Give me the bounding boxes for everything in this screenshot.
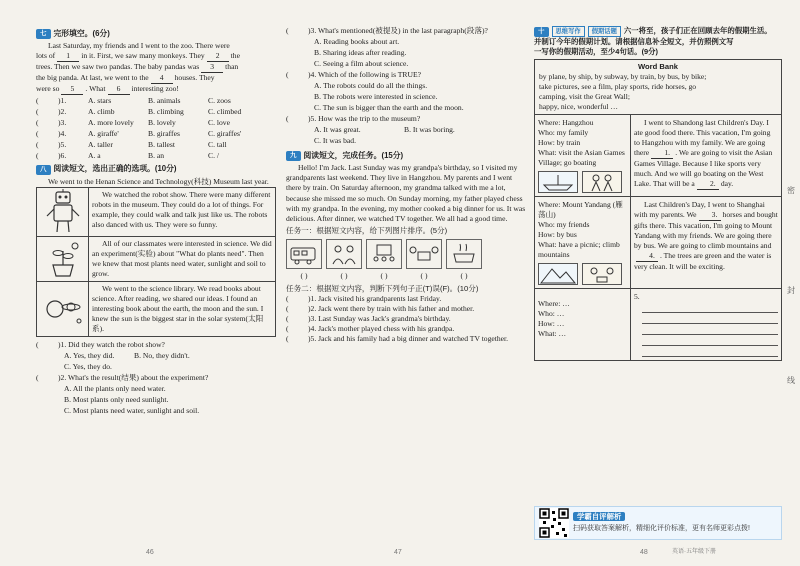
chess-icon	[408, 242, 440, 266]
trip-info	[535, 197, 631, 288]
trip-what: What: visit the Asian Games Village; go boating	[538, 147, 625, 167]
page-number-mid: 47	[394, 548, 402, 556]
tf-text: )2. Jack went there by train with his father and mother.	[308, 303, 475, 313]
question-text: )2. What's the result(结果) about the experiment?	[58, 372, 209, 382]
option-c[interactable]: C. It was bad.	[314, 136, 356, 146]
answer-paren[interactable]: (	[36, 151, 39, 161]
trip-where: Where: Hangzhou	[538, 117, 594, 127]
tf-text: )4. Jack's mother played chess with his grandpa.	[308, 323, 455, 333]
seal-line-char: 密	[787, 186, 795, 195]
trip-info	[535, 115, 631, 196]
question-number: )3.	[58, 118, 67, 128]
trip-how: How: by train	[538, 137, 581, 147]
cloze-question-row	[36, 118, 276, 128]
answer-options	[286, 125, 526, 135]
reading-box-robot	[36, 187, 276, 237]
reading-box-text: We watched the robot show. There were many different robots in the museum. They could do a lot of things. For example, they could walk and talk just like us. The robots also danced with us. They were so funny.	[92, 189, 271, 229]
cloze-blank-5[interactable]: 5	[61, 84, 83, 95]
train-icon	[288, 242, 320, 266]
cooking-pot-icon	[448, 242, 480, 266]
page-48-column	[534, 26, 782, 544]
answer-paren[interactable]: (	[36, 96, 39, 106]
option-a[interactable]: A. It was great.	[314, 125, 361, 135]
qr-title: 学霸自评解析	[573, 512, 625, 521]
text-run: . What	[85, 84, 106, 94]
section-writing-header	[534, 26, 782, 57]
trip-text	[631, 197, 781, 288]
option-c[interactable]: C. love	[208, 118, 230, 128]
tf-text: )1. Jack visited his grandparents last Friday.	[308, 293, 442, 303]
text-run: were so	[36, 84, 60, 94]
answer-options	[286, 59, 526, 69]
qr-code-icon[interactable]	[539, 508, 569, 538]
question-text: )5. How was the trip to the museum?	[308, 114, 421, 124]
task1-instruction: 任务一：根据短文内容，给下列图片排序。(5分)	[286, 225, 448, 235]
skill-tag: 思维写作	[552, 26, 585, 37]
trip-who: Who: my friends	[538, 219, 590, 229]
answer-paren[interactable]: (	[36, 118, 39, 128]
question-number: )4.	[58, 129, 67, 139]
cloze-question-row	[36, 107, 276, 117]
sequence-answer-row	[286, 271, 526, 281]
section-title: 阅读短文，完成任务。(15分)	[303, 151, 404, 161]
answer-options	[36, 406, 276, 416]
tf-question	[286, 324, 526, 334]
seal-line-char: 封	[787, 286, 795, 295]
answer-paren[interactable]: (	[286, 70, 289, 80]
option-c[interactable]: C. giraffes'	[208, 129, 242, 139]
word-bank	[534, 59, 782, 115]
trip-what[interactable]: What: …	[538, 328, 567, 338]
kids-icon	[582, 171, 622, 193]
option-b[interactable]: B. lovely	[148, 118, 176, 128]
option-c[interactable]: C. Seeing a film about science.	[314, 59, 409, 69]
answer-paren[interactable]: (	[286, 293, 289, 303]
tf-question	[286, 314, 526, 324]
option-c[interactable]: C. climbed	[208, 107, 242, 117]
text-run: interesting zoo!	[131, 84, 179, 94]
writing-lines[interactable]	[634, 302, 778, 357]
answer-paren[interactable]: (	[286, 303, 289, 313]
cooking-picture	[446, 239, 482, 269]
option-b[interactable]: B. animals	[148, 96, 181, 106]
page-number-right: 48	[640, 548, 648, 556]
section-reading-header	[36, 164, 276, 174]
option-b[interactable]: B. Sharing ideas after reading.	[314, 48, 407, 58]
text-run: the big panda. At last, we went to the	[36, 73, 149, 83]
option-c[interactable]: C. tall	[208, 140, 227, 150]
seal-line-char: 线	[787, 376, 795, 385]
text-run: than	[225, 62, 239, 72]
answer-options	[286, 81, 526, 91]
cloze-options-list	[36, 96, 276, 161]
question-stem	[36, 340, 276, 350]
option-c[interactable]: C. Most plants need water, sunlight and soil.	[64, 405, 200, 415]
answer-options	[286, 103, 526, 113]
tf-question	[286, 334, 526, 344]
trip-text	[631, 115, 781, 196]
trip-pictures	[538, 171, 627, 193]
experiment-illustration	[37, 237, 89, 281]
answer-paren[interactable]: (	[286, 333, 289, 343]
sequence-answer-2[interactable]: ( )	[340, 270, 348, 280]
answer-options	[286, 136, 526, 146]
cloze-blank-1[interactable]: 1	[57, 51, 79, 62]
writing-blank-5: 5.	[634, 291, 640, 301]
text-run: I went to Shandong last Children's Day. I ate good food there. This vacation, I'm going to Hangzhou with my family. We are going there	[634, 117, 771, 157]
trip-how: How: by bus	[538, 229, 577, 239]
reading-box-text: We went to the science library. We read books about science. After reading, we shared our ideas. I found an interesting book about the earth, the moon and the sun. I knew the sun is the biggest star in the solar system(太阳系).	[92, 283, 264, 333]
option-a[interactable]: A. taller	[88, 140, 113, 150]
page-47-column	[286, 26, 526, 544]
text-run: day.	[720, 178, 734, 188]
text-run: . The trees are green and the water is very clean. It will be exciting.	[634, 250, 772, 271]
answer-paren[interactable]: (	[286, 26, 289, 35]
answer-paren[interactable]: (	[286, 323, 289, 333]
tf-question	[286, 304, 526, 314]
cloze-line	[36, 84, 276, 95]
question-stem	[286, 26, 526, 36]
answer-paren[interactable]: (	[36, 107, 39, 117]
answer-options	[36, 384, 276, 394]
trip-where: Where: Mount Yandang (雁荡山)	[538, 199, 623, 219]
option-a[interactable]: A. more lovely	[88, 118, 134, 128]
answer-options	[36, 362, 276, 372]
question-number: )5.	[58, 140, 67, 150]
section-title-line2: 并制订今年的假期计划。请根据信息补全短文，并仿照例文写	[534, 37, 734, 46]
plant-pot-icon	[43, 239, 83, 279]
jack-passage: Hello! I'm Jack. Last Sunday was my grandpa's birthday, so I visited my grandparents last weekend. They live in Hangzhou. My parents and I went there by train. On Saturday afternoon, my grandma talked with me a lot, because she missed me so much. On Sunday morning, my father played chess with my grandpa. In the evening, my mother cooked a big dinner for us. It was delicious. After dinner, we watched TV together. We all had a good time.	[286, 163, 526, 223]
trip-pictures	[538, 263, 627, 285]
trip-info	[535, 289, 631, 360]
cloze-line	[36, 62, 276, 73]
option-b[interactable]: B. It was boring.	[404, 125, 455, 135]
answer-paren[interactable]: (	[286, 313, 289, 323]
text-run: houses. They	[174, 73, 215, 83]
option-b[interactable]: B. The robots were interested in science.	[314, 92, 438, 102]
cloze-question-row	[36, 129, 276, 139]
answer-options	[36, 351, 276, 361]
text-run: lots of	[36, 51, 56, 61]
people-talking-icon	[328, 242, 360, 266]
option-b[interactable]: B. an	[148, 151, 165, 161]
section-title: 完形填空。(6分)	[53, 29, 110, 38]
topic-tag: 假期话题	[588, 26, 621, 37]
section-number-badge: 七	[36, 29, 51, 39]
robot-icon	[43, 188, 83, 236]
cloze-question-row	[36, 151, 276, 161]
question-stem	[286, 114, 526, 124]
section-number-badge: 十	[534, 27, 549, 37]
section-title: 六一将至，孩子们正在回顾去年的假期生活。	[623, 26, 772, 35]
answer-options	[286, 37, 526, 47]
text-run: trees. Then we saw two pandas. The baby pandas was	[36, 62, 200, 72]
option-a[interactable]: A. Reading books about art.	[314, 37, 400, 47]
trip-how[interactable]: How: …	[538, 318, 565, 328]
picnic-icon	[582, 263, 622, 285]
text-run: horses and bought gifts there. This vacation, I'm going to Mount Yandang with my friends. We are going there by bus. We are going to climb mountains and	[634, 209, 778, 250]
option-a[interactable]: A. Yes, they did.	[64, 350, 115, 360]
option-c[interactable]: C. zoos	[208, 96, 231, 106]
word-bank-line: by plane, by ship, by subway, by train, by bus, by bike;	[539, 71, 707, 81]
self-assessment-qr-banner[interactable]	[534, 506, 782, 540]
trip-what: What: have a picnic; climb mountains	[538, 239, 620, 259]
reading-box-text: All of our classmates were interested in science. We did an experiment(实验) about "What do plants need". Then we knew that most plants need water, sunlight and soil to grow.	[92, 238, 272, 278]
cloze-blank-3[interactable]: 3	[201, 62, 223, 73]
page-46-column	[36, 26, 276, 544]
picture-sequence	[286, 239, 526, 269]
option-a[interactable]: A. The robots could do all the things.	[314, 81, 428, 91]
tv-icon	[368, 242, 400, 266]
answer-paren[interactable]: (	[36, 372, 39, 382]
sequence-answer-5[interactable]: ( )	[460, 270, 468, 280]
option-a[interactable]: A. All the plants only need water.	[64, 383, 166, 393]
answer-paren[interactable]: (	[36, 339, 39, 349]
reading-box-library	[36, 282, 276, 337]
option-c[interactable]: C. The sun is bigger than the earth and the moon.	[314, 103, 464, 113]
answer-options	[286, 48, 526, 58]
text-run: the	[230, 51, 240, 61]
writing-blank-1[interactable]: 1.	[651, 148, 673, 159]
text-run: Last Children's Day, I went to Shanghai with my parents. We	[634, 199, 765, 219]
cloze-question-row	[36, 96, 276, 106]
qr-text	[573, 512, 750, 533]
trip-hangzhou	[534, 115, 782, 197]
task2-instruction: 任务二：根据短文内容，判断下列句子正(T)误(F)。(10分)	[286, 283, 479, 293]
chess-picture	[406, 239, 442, 269]
question-number: )2.	[58, 107, 67, 117]
section-cloze-header	[36, 29, 276, 39]
question-text: )3. What's mentioned(被提及) in the last paragraph(段落)?	[308, 26, 488, 35]
writing-blank-3[interactable]: 3.	[699, 210, 721, 221]
text-run: in it. First, we saw many monkeys. They	[81, 51, 205, 61]
question-text: )4. Which of the following is TRUE?	[308, 70, 421, 80]
cloze-line	[36, 51, 276, 62]
section-task-reading-header	[286, 151, 526, 161]
trip-yandang	[534, 197, 782, 289]
word-bank-line: happy, nice, wonderful …	[539, 101, 619, 111]
word-bank-line: camping, visit the Great Wall;	[539, 91, 630, 101]
trip-own	[534, 289, 782, 361]
option-a[interactable]: A. climb	[88, 107, 115, 117]
cloze-blank-4[interactable]: 4	[151, 73, 173, 84]
question-text: )1. Did they watch the robot show?	[58, 339, 165, 349]
option-b[interactable]: B. tallest	[148, 140, 175, 150]
writing-area[interactable]	[631, 289, 781, 360]
mountain-icon	[538, 263, 578, 285]
question-number: )1.	[58, 96, 67, 106]
answer-options	[286, 92, 526, 102]
cloze-line: Last Saturday, my friends and I went to the zoo. There were	[48, 41, 230, 51]
question-stem	[36, 373, 276, 383]
answer-paren[interactable]: (	[36, 129, 39, 139]
tf-text: )3. Last Sunday was Jack's grandma's birthday.	[308, 313, 451, 323]
boat-icon	[538, 171, 578, 193]
cloze-question-row	[36, 140, 276, 150]
reading-intro: We went to the Henan Science and Technology(科技) Museum last year.	[48, 176, 269, 186]
planet-icon	[41, 289, 85, 329]
option-b[interactable]: B. giraffes	[148, 129, 180, 139]
sequence-answer-1[interactable]: ( )	[300, 270, 308, 280]
cloze-blank-6[interactable]: 6	[108, 84, 130, 95]
sequence-answer-4[interactable]: ( )	[420, 270, 428, 280]
option-b[interactable]: B. Most plants only need sunlight.	[64, 394, 169, 404]
section-title-line3: 一写你的假期活动，至少4句话。(9分)	[534, 46, 659, 56]
section-number-badge: 九	[286, 151, 301, 161]
answer-paren[interactable]: (	[286, 114, 289, 124]
reading-box-experiment	[36, 237, 276, 282]
writing-blank-4[interactable]: 4.	[636, 251, 658, 262]
word-bank-line: take pictures, see a film, play sports, ride horses, go	[539, 81, 697, 91]
option-c[interactable]: C. Yes, they do.	[64, 361, 112, 371]
option-b[interactable]: B. climbing	[148, 107, 184, 117]
section-title: 阅读短文，选出正确的选项。(10分)	[53, 164, 177, 174]
chatting-picture	[326, 239, 362, 269]
section-number-badge: 八	[36, 165, 51, 175]
answer-paren[interactable]: (	[36, 140, 39, 150]
option-a[interactable]: A. stars	[88, 96, 112, 106]
question-number: )6.	[58, 151, 67, 161]
tf-question	[286, 294, 526, 304]
question-stem	[286, 70, 526, 80]
answer-options	[36, 395, 276, 405]
sequence-answer-3[interactable]: ( )	[380, 270, 388, 280]
trip-who: Who: my family	[538, 127, 589, 137]
option-a[interactable]: A. a	[88, 151, 101, 161]
text-run: . We are going to visit the Asian Games Village. Because I like sports very much. And we will go boating on the West Lake. That will be a	[634, 147, 773, 188]
option-b[interactable]: B. No, they didn't.	[134, 350, 190, 360]
writing-blank-2[interactable]: 2.	[697, 179, 719, 190]
option-a[interactable]: A. giraffe'	[88, 129, 119, 139]
solar-system-illustration	[37, 282, 89, 336]
trip-where[interactable]: Where: …	[538, 298, 570, 308]
trip-who[interactable]: Who: …	[538, 308, 565, 318]
option-c[interactable]: C. /	[208, 151, 219, 161]
word-bank-title: Word Bank	[638, 61, 678, 71]
footer-book-title: 英语·五年级下册	[672, 549, 716, 556]
tv-picture	[366, 239, 402, 269]
page-number-left: 46	[146, 548, 154, 556]
tf-text: )5. Jack and his family had a big dinner and watched TV together.	[308, 333, 509, 343]
robot-illustration	[37, 188, 89, 236]
qr-description: 扫码获取答案解析，精细化评价标准，更有名师更彩点拨!	[573, 525, 750, 533]
cloze-line	[36, 73, 276, 84]
cloze-blank-2[interactable]: 2	[207, 51, 229, 62]
train-picture	[286, 239, 322, 269]
